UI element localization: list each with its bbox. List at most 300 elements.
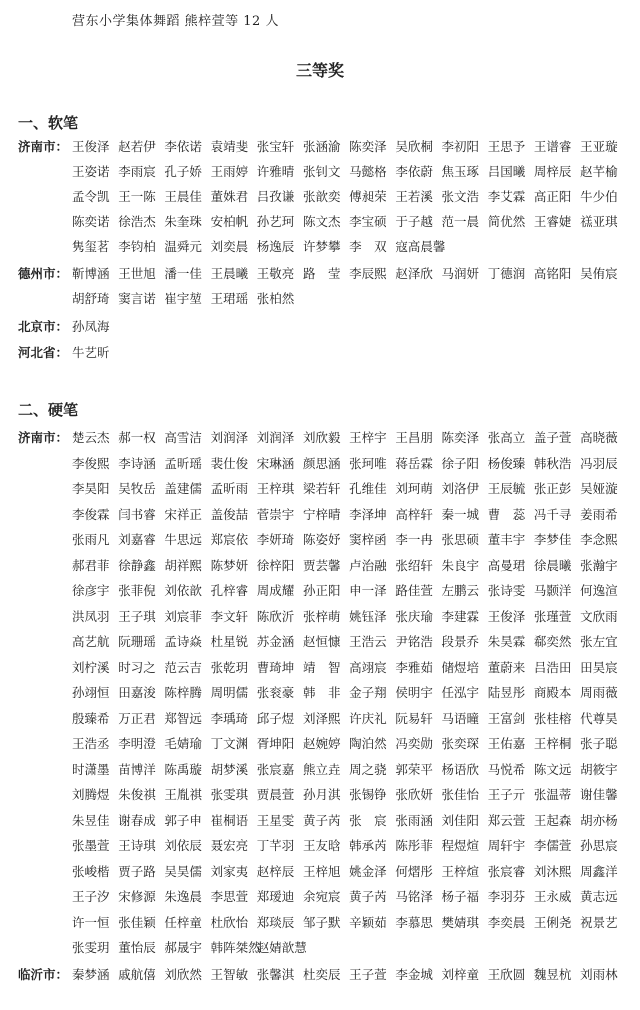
- awardee-name: 张思硕: [441, 532, 480, 547]
- awardee-name: 张庆瑜: [395, 608, 433, 624]
- awardee-name: 毛婧瑜: [164, 736, 202, 751]
- awardee-name: 曹 蕊: [487, 506, 526, 522]
- awardee-name: 张子聪: [580, 736, 618, 751]
- awardee-name: 牛艺昕: [72, 345, 110, 360]
- awardee-name: 孙月淇: [302, 787, 341, 802]
- awardee-name: 冯奕勋: [395, 736, 433, 751]
- awardee-name: 范云吉: [164, 659, 202, 675]
- name-list: [72, 134, 632, 259]
- awardee-name: 金子翔: [349, 685, 387, 700]
- awardee-name: 马悦希: [487, 761, 526, 777]
- awardee-name: 王亚璇: [580, 139, 618, 154]
- awardee-name: 韩 非: [302, 685, 341, 700]
- awardee-name: 王辰毓: [487, 481, 526, 496]
- awardee-name: 王俊泽: [72, 139, 110, 154]
- awardee-name: 王若溪: [395, 189, 433, 204]
- awardee-name: 郑琰辰: [256, 914, 295, 930]
- awardee-name: 宋修源: [118, 889, 156, 904]
- region-label: 德州市：: [18, 266, 69, 281]
- awardee-name: 段景乔: [441, 634, 480, 649]
- awardee-name: 文欣雨: [580, 608, 618, 624]
- awardee-name: 牛思远: [164, 532, 202, 547]
- awardee-name: 赵恒慷: [302, 634, 341, 649]
- awardee-name: 何熠彤: [395, 863, 433, 879]
- awardee-name: 徐彦宇: [72, 583, 110, 598]
- awardee-name: 张雨凡: [72, 532, 110, 547]
- awardee-name: 王珺瑶: [210, 291, 249, 306]
- awardee-name: 王俐尧: [533, 914, 572, 930]
- awardee-name: 李俊霖: [72, 506, 110, 522]
- awardee-name: 刘依歆: [164, 583, 202, 598]
- awardee-name: 邱子煜: [256, 710, 295, 726]
- awardee-name: 王佑嘉: [487, 736, 526, 751]
- awardee-name: 陆昱彤: [487, 685, 526, 700]
- awardee-name: 王子琪: [118, 608, 156, 624]
- awardee-name: 李钧柏: [118, 239, 156, 254]
- section-heading-hard-pen: 二、硬笔: [18, 401, 79, 419]
- awardee-name: 李昊阳: [72, 481, 110, 496]
- awardee-name: 吴娅漩: [580, 481, 618, 496]
- awardee-name: 刘珂萌: [395, 481, 433, 496]
- name-list: [72, 340, 632, 365]
- awardee-name: 张奕琛: [441, 736, 480, 751]
- awardee-name: 殷臻希: [72, 710, 110, 726]
- awardee-name: 代尊昊: [580, 710, 618, 726]
- awardee-name: 贾子路: [118, 863, 156, 879]
- awardee-name: 吴昊儒: [164, 863, 202, 879]
- awardee-name: 袁靖斐: [210, 139, 249, 154]
- awardee-name: 黄志远: [580, 889, 618, 904]
- awardee-name: 谢春成: [118, 812, 156, 828]
- awardee-name: 商殿本: [533, 685, 572, 700]
- awardee-name: 刘依辰: [164, 838, 202, 853]
- awardee-name: 冯千寻: [533, 506, 572, 522]
- awardee-name: 张涵渝: [302, 139, 341, 154]
- awardee-name: 陈姿妤: [302, 532, 341, 547]
- name-list: [72, 962, 632, 988]
- section-heading-soft-pen: 一、软笔: [18, 114, 79, 132]
- awardee-name: 王永威: [533, 889, 572, 904]
- awardee-name: 丁文渊: [210, 736, 249, 751]
- awardee-name: 郑宸依: [210, 532, 249, 547]
- awardee-name: 王晨曦: [210, 266, 249, 281]
- awardee-name: 刘嘉睿: [118, 532, 156, 547]
- awardee-name: 张瑾萱: [533, 608, 572, 624]
- awardee-name: 张珂唯: [349, 455, 387, 471]
- awardee-name: 盖子萱: [533, 430, 572, 445]
- awardee-name: 侯明宇: [395, 685, 433, 700]
- region-label: 济南市：: [18, 430, 69, 445]
- awardee-name: 韩秋浩: [533, 455, 572, 471]
- awardee-name: 洪凤羽: [72, 608, 110, 624]
- awardee-name: 赵梓辰: [256, 863, 295, 879]
- awardee-name: 王子汐: [72, 889, 110, 904]
- awardee-name: 王思予: [487, 139, 526, 154]
- awardee-name: 张正彭: [533, 481, 572, 496]
- awardee-name: 许雅晴: [256, 164, 295, 179]
- awardee-name: 张墨萱: [72, 838, 110, 853]
- awardee-name: 郝一权: [118, 430, 156, 445]
- awardee-name: 任梓童: [164, 914, 202, 930]
- awardee-name: 宁梓晴: [302, 506, 341, 522]
- awardee-name: 郭子申: [164, 812, 202, 828]
- awardee-name: 辛颖茹: [349, 914, 387, 930]
- awardee-name: 樊婧琪: [441, 914, 480, 930]
- awardee-name: 王子萱: [349, 967, 387, 982]
- awardee-name: 王谱睿: [533, 139, 572, 154]
- awardee-name: 王雨婷: [210, 164, 249, 179]
- awardee-name: 许一恒: [72, 914, 110, 930]
- awardee-name: 于子越: [395, 214, 433, 229]
- awardee-name: 时习之: [118, 659, 156, 675]
- awardee-name: 吕浩田: [533, 659, 572, 675]
- awardee-name: 贾晨萱: [256, 787, 295, 802]
- awardee-name: 胡祥熙: [164, 557, 202, 573]
- awardee-name: 徐浩杰: [118, 214, 156, 229]
- awardee-name: 温舜元: [164, 239, 202, 254]
- awardee-name: 郑云萱: [487, 812, 526, 828]
- awardee-name: 张雨涵: [395, 812, 433, 828]
- awardee-name: 蒋岳霖: [395, 455, 433, 471]
- awardee-name: 杜欣怡: [210, 914, 249, 930]
- awardee-name: 朱昊霖: [487, 634, 526, 649]
- awardee-name: 胡筱宇: [580, 761, 618, 777]
- awardee-name: 孙凤海: [72, 319, 110, 334]
- awardee-name: 张柏然: [256, 291, 295, 306]
- awardee-name: 郑智远: [164, 710, 202, 726]
- awardee-name: 陈梓腾: [164, 685, 202, 700]
- awardee-name: 卢治融: [349, 557, 387, 573]
- awardee-name: 杨俊臻: [487, 455, 526, 471]
- awardee-name: 刘腾煜: [72, 787, 110, 802]
- region-label: 临沂市：: [18, 967, 69, 982]
- awardee-name: 张锡铮: [349, 787, 387, 802]
- awardee-name: 胡亦杨: [580, 812, 618, 828]
- awardee-name: 申一泽: [349, 583, 387, 598]
- awardee-name: 黄子芮: [349, 889, 387, 904]
- awardee-name: 王敬亮: [256, 266, 295, 281]
- awardee-name: 张馨淇: [256, 967, 295, 982]
- awardee-name: 吕孜谦: [256, 189, 295, 204]
- awardee-name: 窦言诺: [118, 291, 156, 306]
- awardee-name: 王欣圆: [487, 967, 526, 982]
- awardee-name: 范一晨: [441, 214, 480, 229]
- awardee-name: 朱良宇: [441, 557, 480, 573]
- awardee-name: 孔子娇: [164, 164, 202, 179]
- awardee-name: 祝景艺: [580, 914, 618, 930]
- awardee-name: 李依蔚: [395, 164, 433, 179]
- awardee-name: 秦梦涵: [72, 967, 110, 982]
- awardee-name: 董怡辰: [118, 940, 156, 955]
- awardee-name: 陈梦妍: [210, 557, 249, 573]
- awardee-name: 潘一佳: [164, 266, 202, 281]
- awardee-name: 靖 智: [302, 659, 341, 675]
- awardee-name: 崔桐语: [210, 812, 249, 828]
- awardee-name: 马铭泽: [395, 889, 433, 904]
- awardee-name: 郝晟宇: [164, 940, 202, 955]
- awardee-name: 戚航僖: [118, 967, 156, 982]
- awardee-name: 张宸睿: [487, 863, 526, 879]
- awardee-name: 姜雨希: [580, 506, 618, 522]
- awardee-name: 何逸渲: [580, 583, 618, 598]
- awardee-name: 菅崇宇: [256, 506, 295, 522]
- awardee-name: 陶泊然: [349, 736, 387, 751]
- awardee-name: 吴牧岳: [118, 481, 156, 496]
- awardee-name: 朱奎珠: [164, 214, 202, 229]
- awardee-name: 隽玺茗: [72, 239, 110, 254]
- awardee-name: 王一陈: [118, 189, 156, 204]
- awardee-name: 杜奕辰: [302, 967, 341, 982]
- awardee-name: 胡梦溪: [210, 761, 249, 777]
- awardee-name: 张宸嘉: [256, 761, 295, 777]
- awardee-name: 郝君菲: [72, 557, 110, 573]
- awardee-name: 张绍轩: [395, 557, 433, 573]
- awardee-name: 李建霖: [441, 608, 480, 624]
- awardee-name: 颜思涵: [302, 455, 341, 471]
- awardee-name: 聂宏亮: [210, 838, 249, 853]
- awardee-name: 安柏帆: [210, 214, 249, 229]
- awardee-name: 李思萱: [210, 889, 249, 904]
- awardee-name: 孔梓睿: [210, 583, 249, 598]
- awardee-name: 刘泽熙: [302, 710, 341, 726]
- awardee-name: 李一冉: [395, 532, 433, 547]
- awardee-name: 路佳萱: [395, 583, 433, 598]
- awardee-name: 周鑫洋: [580, 863, 618, 879]
- awardee-name: 郑瑷迪: [256, 889, 295, 904]
- awardee-name: 张乾玥: [210, 659, 249, 675]
- awardee-name: 程煜煊: [441, 838, 480, 853]
- awardee-name: 胡舒琦: [72, 291, 110, 306]
- awardee-name: 左鹏云: [441, 583, 480, 598]
- awardee-name: 陈文远: [533, 761, 572, 777]
- award-title: 三等奖: [295, 61, 344, 80]
- awardee-name: 李 双: [349, 239, 387, 254]
- awardee-name: 李艾霖: [487, 189, 526, 204]
- awardee-name: 李儒萱: [533, 838, 572, 853]
- awardee-name: 楚云杰: [72, 430, 110, 445]
- awardee-name: 苏金涵: [256, 634, 295, 649]
- awardee-name: 徐梓阳: [256, 557, 295, 573]
- awardee-name: 张宝轩: [256, 139, 295, 154]
- awardee-name: 陈文杰: [302, 214, 341, 229]
- awardee-name: 周雨薇: [580, 685, 618, 700]
- awardee-name: 王梓煊: [441, 863, 480, 879]
- awardee-name: 陈欣沂: [256, 608, 295, 624]
- awardee-name: 王胤祺: [164, 787, 202, 802]
- awardee-name: 熊立垚: [302, 761, 341, 777]
- awardee-name: 朱逸晨: [164, 889, 202, 904]
- awardee-name: 苗博洋: [118, 761, 156, 777]
- awardee-name: 孟令凯: [72, 189, 110, 204]
- awardee-name: 李雅茹: [395, 659, 433, 675]
- awardee-name: 田嘉浚: [118, 685, 156, 700]
- awardee-name: 王梓琪: [256, 481, 295, 496]
- awardee-name: 禚亚琪: [580, 214, 618, 229]
- awardee-name: 刘欣然: [164, 967, 202, 982]
- awardee-name: 朱昱佳: [72, 812, 110, 828]
- awardee-name: 宋琳涵: [256, 455, 295, 471]
- awardee-name: 李奕晨: [487, 914, 526, 930]
- awardee-name: 陈奕泽: [441, 430, 480, 445]
- awardee-name: 孙正阳: [302, 583, 341, 598]
- awardee-name: 王梓桐: [533, 736, 572, 751]
- awardee-name: 刘润泽: [256, 430, 295, 445]
- awardee-name: 盖俊喆: [210, 506, 249, 522]
- awardee-name: 赵婉婷: [302, 736, 341, 751]
- awardee-name: 马懿格: [349, 164, 387, 179]
- awardee-name: 张 宸: [349, 812, 387, 828]
- awardee-name: 孔维佳: [349, 481, 387, 496]
- awardee-name: 王星雯: [256, 812, 295, 828]
- awardee-name: 张菲倪: [118, 583, 156, 598]
- awardee-name: 赵若伊: [118, 139, 156, 154]
- awardee-name: 王昌朋: [395, 430, 433, 445]
- awardee-name: 孟诗焱: [164, 634, 202, 649]
- region-label: 济南市：: [18, 139, 69, 154]
- awardee-name: 丁芊羽: [256, 838, 295, 853]
- awardee-name: 王友晗: [302, 838, 341, 853]
- awardee-name: 李宝硕: [349, 214, 387, 229]
- awardee-name: 刘佳阳: [441, 812, 480, 828]
- awardee-name: 寇高晨馨: [395, 239, 446, 254]
- awardee-name: 杨逸辰: [256, 239, 295, 254]
- awardee-name: 刘润泽: [210, 430, 249, 445]
- awardee-name: 贾芸馨: [302, 557, 341, 573]
- awardee-name: 郗奕然: [533, 634, 572, 649]
- awardee-name: 秦一城: [441, 506, 480, 522]
- awardee-name: 路 莹: [302, 266, 341, 281]
- awardee-name: 王富剑: [487, 710, 526, 726]
- awardee-name: 赵泽欣: [395, 266, 433, 281]
- awardee-name: 田昊宸: [580, 659, 618, 675]
- awardee-name: 时潇墨: [72, 761, 110, 777]
- awardee-name: 李金城: [395, 967, 433, 982]
- awardee-name: 周之骁: [349, 761, 387, 777]
- awardee-name: 刘梓童: [441, 967, 480, 982]
- awardee-name: 王俊泽: [487, 608, 526, 624]
- awardee-name: 杜星锐: [210, 634, 249, 649]
- awardee-name: 张雯玥: [72, 940, 110, 955]
- awardee-name: 闫书睿: [118, 506, 156, 522]
- awardee-name: 万正君: [118, 710, 156, 726]
- awardee-name: 曹琦坤: [256, 659, 295, 675]
- awardee-name: 王梓宇: [349, 430, 387, 445]
- awardee-name: 吴欣桐: [395, 139, 433, 154]
- awardee-name: 李瑀琦: [210, 710, 249, 726]
- awardee-name: 李文轩: [210, 608, 249, 624]
- awardee-name: 高曼珺: [487, 557, 526, 573]
- awardee-name: 王梓旭: [302, 863, 341, 879]
- awardee-name: 王姿诺: [72, 164, 110, 179]
- awardee-name: 张钊文: [302, 164, 341, 179]
- awardee-name: 李俊熙: [72, 455, 110, 471]
- awardee-name: 王子亓: [487, 787, 526, 802]
- awardee-name: 徐晨曦: [533, 557, 572, 573]
- awardee-name: 马颢洋: [533, 583, 572, 598]
- name-list: [72, 425, 632, 961]
- awardee-name: 姚金泽: [349, 863, 387, 879]
- awardee-name: 郭荣平: [395, 761, 433, 777]
- awardee-name: 孟昕瑶: [164, 455, 202, 471]
- awardee-name: 谢佳馨: [580, 787, 618, 802]
- awardee-name: 杨子福: [441, 889, 480, 904]
- awardee-name: 傅昶荣: [349, 189, 387, 204]
- name-list: [72, 314, 632, 339]
- awardee-name: 王浩云: [349, 634, 387, 649]
- awardee-name: 刘欣毅: [302, 430, 341, 445]
- awardee-name: 李梦佳: [533, 532, 572, 547]
- awardee-name: 李依诺: [164, 139, 202, 154]
- awardee-name: 吴侑宸: [580, 266, 618, 281]
- awardee-name: 陈彤菲: [395, 838, 433, 853]
- awardee-name: 马润妍: [441, 266, 480, 281]
- awardee-name: 高雪洁: [164, 430, 202, 445]
- awardee-name: 王浩丞: [72, 736, 110, 751]
- awardee-name: 张歆奕: [302, 189, 341, 204]
- awardee-name: 张梓萌: [302, 608, 341, 624]
- awardee-name: 牛少伯: [580, 189, 618, 204]
- awardee-name: 高晓薇: [580, 430, 618, 445]
- awardee-name: 阮珊瑶: [118, 634, 156, 649]
- awardee-name: 姚钰泽: [349, 608, 387, 624]
- awardee-name: 董蔚来: [487, 659, 526, 675]
- awardee-name: 陈禹璇: [164, 761, 202, 777]
- awardee-name: 胥坤阳: [256, 736, 295, 751]
- awardee-name: 高梓轩: [395, 506, 433, 522]
- awardee-name: 梁若轩: [302, 481, 341, 496]
- awardee-name: 王晨佳: [164, 189, 202, 204]
- awardee-name: 张欣妍: [395, 787, 433, 802]
- awardee-name: 杨语欣: [441, 761, 480, 777]
- awardee-name: 李慕思: [395, 914, 433, 930]
- awardee-name: 刘洛伊: [441, 481, 480, 496]
- awardee-name: 丁德润: [487, 266, 526, 281]
- awardee-name: 张瀚宇: [580, 557, 618, 573]
- awardee-name: 张温蒂: [533, 787, 572, 802]
- awardee-name: 赵芊榆: [580, 164, 618, 179]
- awardee-name: 徐子阳: [441, 455, 480, 471]
- region-label: 北京市：: [18, 319, 69, 334]
- awardee-name: 刘柠溪: [72, 659, 110, 675]
- awardee-name: 焦玉琢: [441, 164, 480, 179]
- awardee-name: 李雨宸: [118, 164, 156, 179]
- awardee-name: 周成耀: [256, 583, 295, 598]
- awardee-name: 冯羽辰: [580, 455, 618, 471]
- awardee-name: 刘沐熙: [533, 863, 572, 879]
- awardee-name: 许庆礼: [349, 710, 387, 726]
- awardee-name: 靳博涵: [72, 266, 110, 281]
- awardee-name: 阮易轩: [395, 710, 433, 726]
- awardee-name: 李明澄: [118, 736, 156, 751]
- header-line: 营东小学集体舞蹈 熊梓萱等 12 人: [72, 14, 279, 29]
- awardee-name: 周明儒: [210, 685, 249, 700]
- awardee-name: 李初阳: [441, 139, 480, 154]
- awardee-name: 王诗琪: [118, 838, 156, 853]
- awardee-name: 张左宜: [580, 634, 618, 649]
- awardee-name: 徐静鑫: [118, 557, 156, 573]
- awardee-name: 张峻楷: [72, 863, 110, 879]
- awardee-name: 刘奕晨: [210, 239, 249, 254]
- awardee-name: 刘宸菲: [164, 608, 202, 624]
- awardee-name: 余宛宸: [302, 889, 341, 904]
- awardee-name: 张雯琪: [210, 787, 249, 802]
- awardee-name: 张高立: [487, 430, 526, 445]
- awardee-name: 尹铭浩: [395, 634, 433, 649]
- awardee-name: 刘家夷: [210, 863, 249, 879]
- awardee-name: 陈奕泽: [349, 139, 387, 154]
- awardee-name: 张诗雯: [487, 583, 526, 598]
- awardee-name: 许梦攀: [302, 239, 341, 254]
